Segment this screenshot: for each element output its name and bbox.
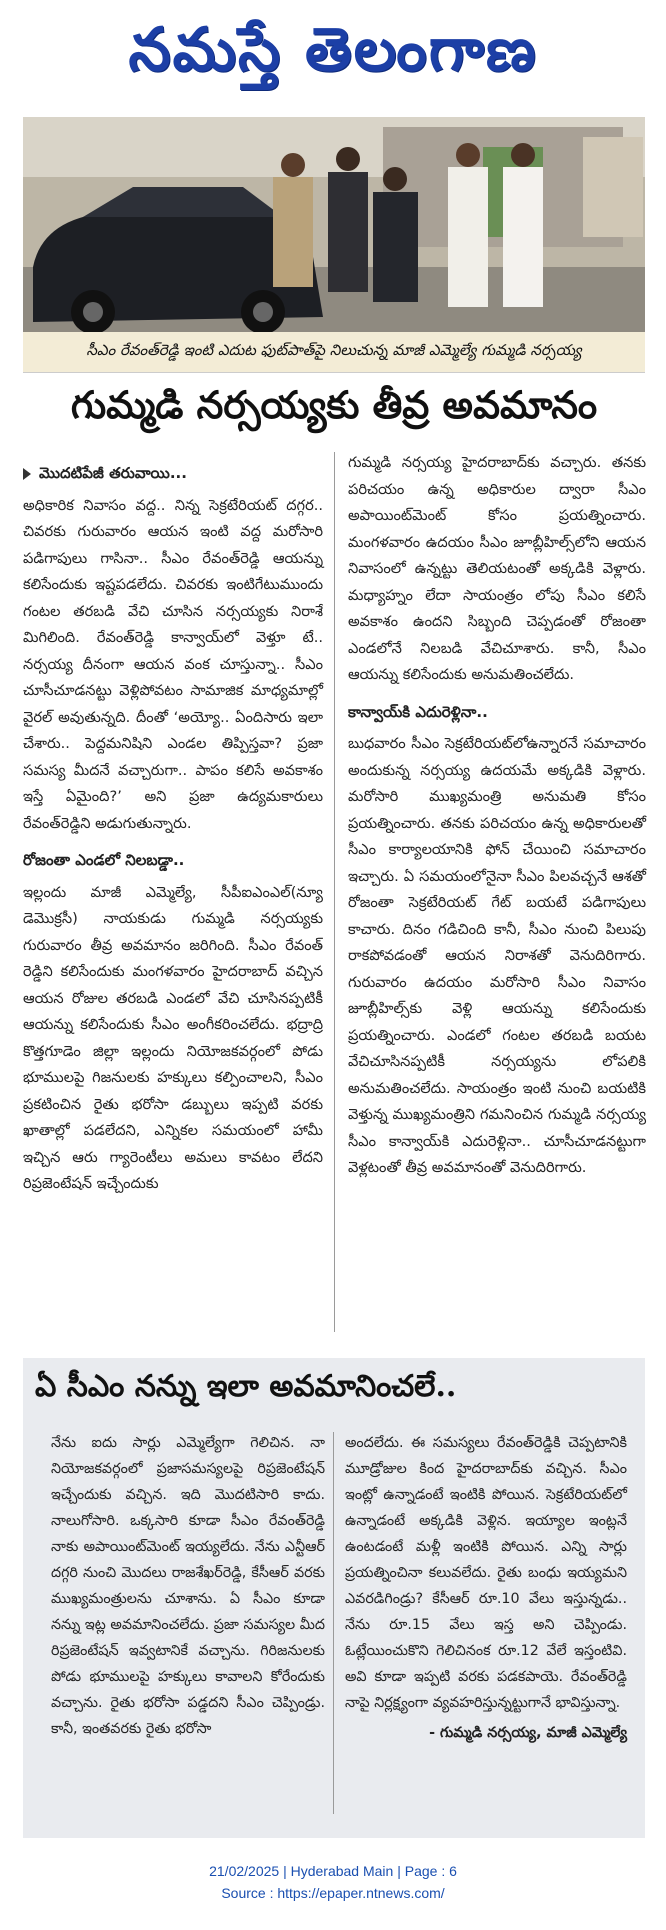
- column-divider: [334, 452, 335, 1332]
- headline: గుమ్మడి నర్సయ్యకు తీవ్ర అవమానం: [70, 381, 598, 427]
- continued-label: మొదటిపేజీ తరువాయి...: [23, 460, 323, 487]
- column-divider: [333, 1432, 334, 1814]
- article-paragraph: అధికారిక నివాసం వద్ద.. నిన్న సెక్రటేరియట్‌ దగ్గర.. చివరకు గురువారం ఆయన ఇంటి వద్ద మరోసారి పడిగాపులు గాసినా.. సీఎం రేవంత్‌రెడ్డి ఆయన్ను కలిసేందుకు ఇష్టపడలేదు. చివరకు ఇంటిగేటుముందు గంటల తరబడి వేచి చూసిన నర్సయ్యకు నిరాశే మిగిలింది. రేవంత్‌రెడ్డి కాన్వాయ్‌లో వెళ్తూ టే.. నర్సయ్య దీనంగా ఆయన వంక చూస్తున్నా.. సీఎం చూసీచూడనట్టు వెళ్లిపోవటం సామాజిక మాధ్యమాల్లో వైరల్‌ అవుతున్నది. దీంతో ‘అయ్యో.. ఏందిసారు ఇలా చేశారు.. పెద్దమనిషిని ఎండల తిప్పిస్తవా? ప్రజా సమస్య మీదనే వచ్చారుగా.. పాపం కలిసే అవకాశం ఇస్తే ఏమైంది?’ అని ప్రజా ఉద్యమకారులు రేవంత్‌రెడ్డిని అడుగుతున్నారు.: [23, 496, 323, 832]
- photo-illustration: [23, 117, 645, 332]
- quote-paragraph: అందలేదు. ఈ సమస్యలు రేవంత్‌రెడ్డికి చెప్పటానికి మూడ్రోజుల కింద హైదరాబాద్‌కు వచ్చిన. సీఎం ఇంట్లో ఉన్నాడంటే ఇంటికి పోయిన. సెక్రటేరియట్‌లో ఉన్నాడంటే అక్కడికి వెళ్లిన. ఇయ్యాల ఇంట్లనే ఉంటడంటే మళ్లీ ఇంటికి పోయిన. ఎన్ని సార్లు ప్రయత్నించినా కలువలేదు. రైతు బంధు ఇయ్యమని ఎవరడిగిండ్రు? కేసీఆర్‌ రూ.10 వేలు ఇస్తున్నడు.. నేను రూ.15 వేలు ఇస్త అని చెప్పిండు. ఓట్లేయించుకొని గెలిచినంక రూ.12 వేలే ఇస్తంటివి. అవి కూడా ఇప్పటి వరకు పడకపాయె. రేవంత్‌రెడ్డి నాపై నిర్లక్ష్యంగా వ్యవహరిస్తున్నట్టుగానే భావిస్తున్నా.: [345, 1435, 627, 1711]
- subheading: కాన్వాయ్‌కి ఎదురెళ్లినా..: [348, 702, 488, 721]
- article-column-left: [23, 450, 323, 1206]
- source-link[interactable]: Source : https://epaper.ntnews.com/: [221, 1885, 445, 1901]
- arrow-right-icon: [23, 468, 31, 480]
- quote-box-title: ఏ సీఎం నన్ను ఇలా అవమానించలే..: [35, 1369, 457, 1404]
- news-photo: [23, 117, 645, 332]
- subheading: రోజంతా ఎండలో నిలబడ్డా..: [23, 851, 185, 869]
- page-footer: [0, 1860, 666, 1904]
- article-paragraph: గుమ్మడి నర్సయ్య హైదరాబాద్‌కు వచ్చారు. తనకు పరిచయం ఉన్న అధికారుల ద్వారా సీఎం అపాయింట్‌మెంట్‌ కోసం ప్రయత్నించారు. మంగళవారం ఉదయం సీఎం జూబ్లీహిల్స్‌లోని ఆయన నివాసంలో ఉన్నట్టు తెలియటంతో అక్కడికి వెళ్లారు. మధ్యాహ్నం లేదా సాయంత్రం లోపు సీఎం కలిసే అవకాశం ఉందని సిబ్బంది చెప్పడంతో రోజంతా ఎండలోనే నిలబడి వేచిచూశారు. కానీ, సీఎం ఆయన్ను కలిసేందుకు అనుమతించలేదు.: [348, 454, 646, 683]
- masthead: [0, 0, 666, 100]
- newspaper-logo: నమస్తే తెలంగాణ: [128, 15, 538, 85]
- quote-column-left: [51, 1430, 325, 1742]
- quote-box: [23, 1358, 645, 1838]
- article-paragraph: ఇల్లందు మాజీ ఎమ్మెల్యే, సీపీఐఎంఎల్‌(న్యూ డెమొక్రసీ) నాయకుడు గుమ్మడి నర్సయ్యకు గురువారం తీవ్ర అవమానం జరిగింది. సీఎం రేవంత్‌ రెడ్డిని కలిసేందుకు మంగళవారం హైదరాబాద్‌ వచ్చిన ఆయన రోజుల తరబడి ఎండలో వేచి చూసినప్పటికీ ఆయన్ను కలిసేందుకు సీఎం అంగీకరించలేదు. భద్రాద్రి కొత్తగూడెం జిల్లా ఇల్లందు నియోజకవర్గంలో పోడు భూములపై గిజనులకు హక్కులు కల్పించాలని, సీఎం ప్రకటించిన రైతు భరోసా డబ్బులు ఇప్పటి వరకు ఖాతాల్లో పడలేదని, ఎన్నికల సమయంలో హామీ ఇచ్చిన ఆరు గ్యారెంటీలు అమలు కావటం లేదని రిప్రజెంటేషన్‌ ఇచ్చేందుకు: [23, 883, 323, 1192]
- photo-caption: సీఎం రేవంత్‌రెడ్డి ఇంటి ఎదుట ఫుట్‌పాత్‌పై నిలుచున్న మాజీ ఎమ్మెల్యే గుమ్మడి నర్సయ్య: [23, 332, 645, 373]
- article-column-right: [348, 450, 646, 1190]
- quote-paragraph: నేను ఐదు సార్లు ఎమ్మెల్యేగా గెలిచిన. నా నియోజకవర్గంలో ప్రజాసమస్యలపై రిప్రజెంటేషన్‌ ఇచ్చేందుకు వచ్చిన. ఇది మొదటిసారి కాదు. నాలుగోసారి. ఒక్కసారి కూడా సీఎం రేవంత్‌రెడ్డి నాకు అపాయింట్‌మెంట్‌ ఇయ్యలేదు. నేను ఎన్టీఆర్‌ దగ్గరి నుంచి మొదలు రాజశేఖర్‌రెడ్డి, కేసీఆర్‌ వరకు ముఖ్యమంత్రులను చూశాను. ఏ సీఎం కూడా నన్ను ఇట్ల అవమానించలేదు. ప్రజా సమస్యల మీద రిప్రజెంటేషన్‌ ఇవ్వటానికే వచ్చాను. గిరిజనులకు పోడు భూములపై హక్కులు కావాలని కోరేందుకు వచ్చాను. రైతు భరోసా పడ్డదని సీఎం చెప్పిండ్రు. కానీ, ఇంతవరకు రైతు భరోసా: [51, 1435, 325, 1737]
- quote-signoff: - గుమ్మడి నర్సయ్య, మాజీ ఎమ్మెల్యే: [429, 1725, 627, 1741]
- article-paragraph: బుధవారం సీఎం సెక్రటేరియట్‌లోఉన్నారనే సమాచారం అందుకున్న నర్సయ్య ఉదయమే అక్కడికి వెళ్లారు. మరోసారి ముఖ్యమంత్రి అనుమతి కోసం ప్రయత్నించారు. తనకు పరిచయం ఉన్న అధికారులతో సీఎం కార్యాలయానికి ఫోన్‌ చేయించి సమాచారం ఇచ్చారు. ఏ సమయంలోనైనా సీఎం పిలవచ్చనే ఆశతో రోజంతా సెక్రటేరియట్‌ గేట్‌ బయటే పడిగాపులు కాచారు. దినం గడిచింది కానీ, సీఎం నుంచి పిలుపు రాకపోవడంతో ఆయన నిరాశతో వెనుదిరిగారు. గురువారం ఉదయం మరోసారి సీఎం నివాసం జూబ్లీహిల్స్‌కు వెళ్లి ఆయన్ను కలిసేందుకు ప్రయత్నించారు. ఎండలో గంటల తరబడి బయట వేచిచూసినప్పటికీ నర్సయ్యను లోపలికి అనుమతించలేదు. సాయంత్రం ఇంటి నుంచి బయటికి వెళ్తున్న ముఖ్యమంత్రిని గమనించిన గుమ్మడి నర్సయ్య సీఎం కాన్వాయ్‌కి ఎదురెళ్లినా.. చూసీచూడనట్టుగా వెళ్లటంతో తీవ్ర అవమానంతో వెనుదిరిగారు.: [348, 735, 646, 1176]
- quote-column-right: [345, 1430, 627, 1746]
- edition-info: 21/02/2025 | Hyderabad Main | Page : 6: [209, 1863, 457, 1879]
